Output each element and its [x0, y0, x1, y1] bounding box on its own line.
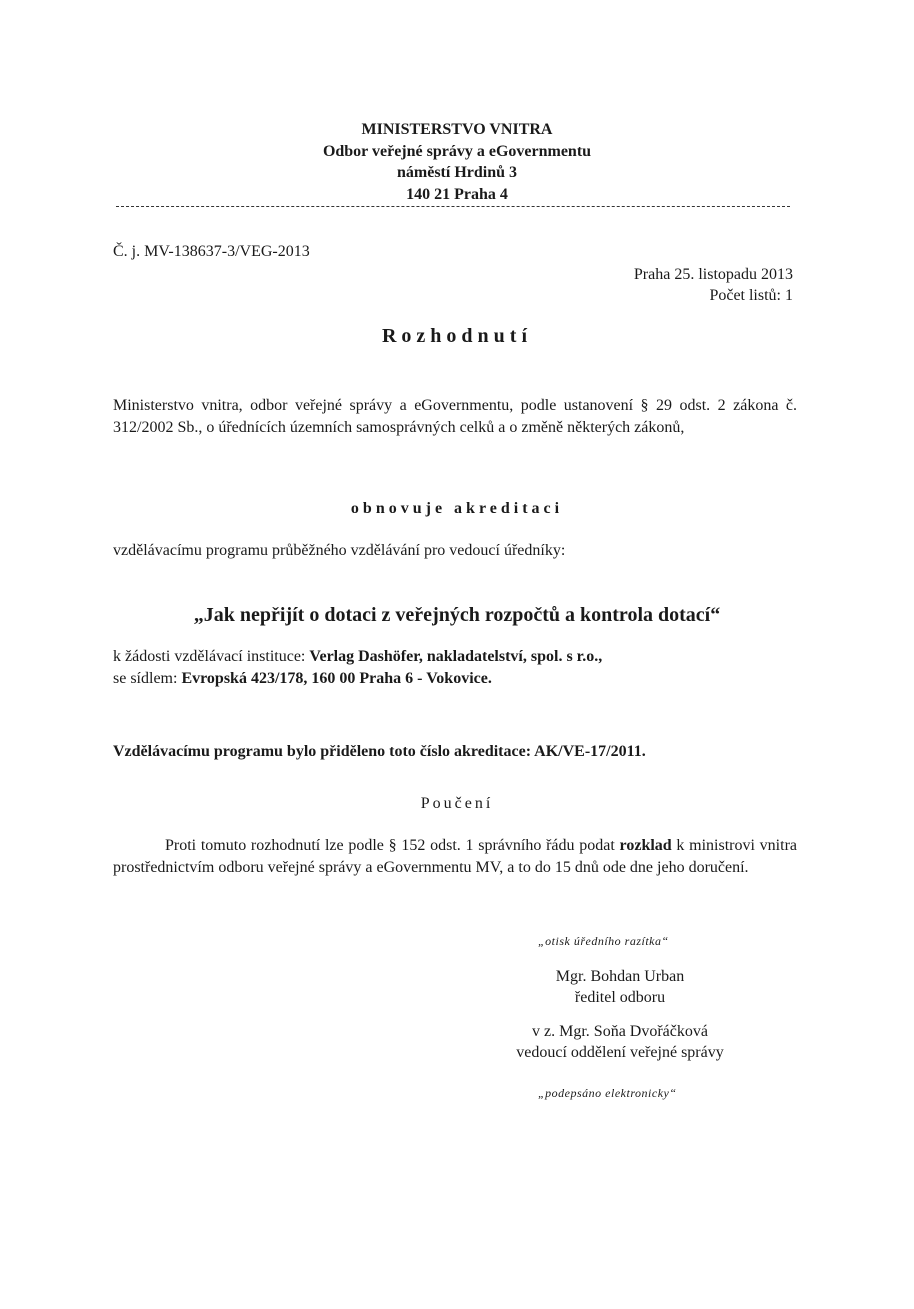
header-divider	[116, 206, 790, 207]
signatory-2-name: v z. Mgr. Soňa Dvořáčková	[532, 1023, 708, 1040]
applicant-line	[113, 648, 602, 666]
applicant-value: Verlag Dashöfer, nakladatelství, spol. s r.o.,	[309, 648, 603, 665]
accreditation-number: Vzdělávacímu programu bylo přiděleno toto číslo akreditace: AK/VE-17/2011.	[113, 743, 646, 760]
reference-number: Č. j. MV-138637-3/VEG-2013	[113, 243, 310, 260]
document-date: Praha 25. listopadu 2013	[633, 266, 793, 283]
document-title: Rozhodnutí	[381, 325, 533, 347]
instruction-bold: rozklad	[619, 837, 672, 854]
sheet-count: Počet listů: 1	[709, 287, 793, 304]
program-intro: vzdělávacímu programu průběžného vzdělávání pro vedoucí úředníky:	[113, 542, 566, 559]
address-city: 140 21 Praha 4	[406, 186, 508, 203]
instruction-title: Poučení	[420, 795, 494, 812]
ministry-name: MINISTERSTVO VNITRA	[361, 121, 553, 138]
signatory-1-role: ředitel odboru	[574, 989, 666, 1006]
stamp-note: „otisk úředního razítka“	[538, 934, 669, 948]
seat-line	[113, 670, 492, 688]
intro-paragraph: Ministerstvo vnitra, odbor veřejné správy a eGovernmentu, podle ustanovení § 29 odst. 2 zákona č. 312/2002 Sb., o úřednících územních samosprávných celků a o změně některých zákonů,	[113, 397, 797, 436]
signatory-2	[470, 1021, 770, 1063]
signatory-1-name: Mgr. Bohdan Urban	[555, 968, 685, 985]
electronic-signature-note: „podepsáno elektronicky“	[538, 1086, 677, 1100]
applicant-label: k žádosti vzdělávací instituce:	[113, 648, 306, 665]
instruction-before: Proti tomuto rozhodnutí lze podle § 152 odst. 1 správního řádu podat	[165, 837, 615, 854]
decision-statement: obnovuje akreditaci	[350, 500, 564, 517]
address-street: náměstí Hrdinů 3	[396, 164, 517, 181]
program-name: „Jak nepřijít o dotaci z veřejných rozpočtů a kontrola dotací“	[193, 604, 721, 626]
seat-label: se sídlem:	[113, 670, 178, 687]
signatory-2-role: vedoucí oddělení veřejné správy	[516, 1044, 724, 1061]
seat-value: Evropská 423/178, 160 00 Praha 6 - Vokovice.	[181, 670, 492, 687]
instruction-paragraph	[113, 835, 797, 878]
signatory-1	[470, 966, 770, 1008]
department-name: Odbor veřejné správy a eGovernmentu	[322, 143, 592, 160]
instruction-after: k ministrovi vnitra prostřednictvím odboru veřejné správy a eGovernmentu MV, a to do 15 dnů ode dne jeho doručení.	[113, 837, 797, 876]
